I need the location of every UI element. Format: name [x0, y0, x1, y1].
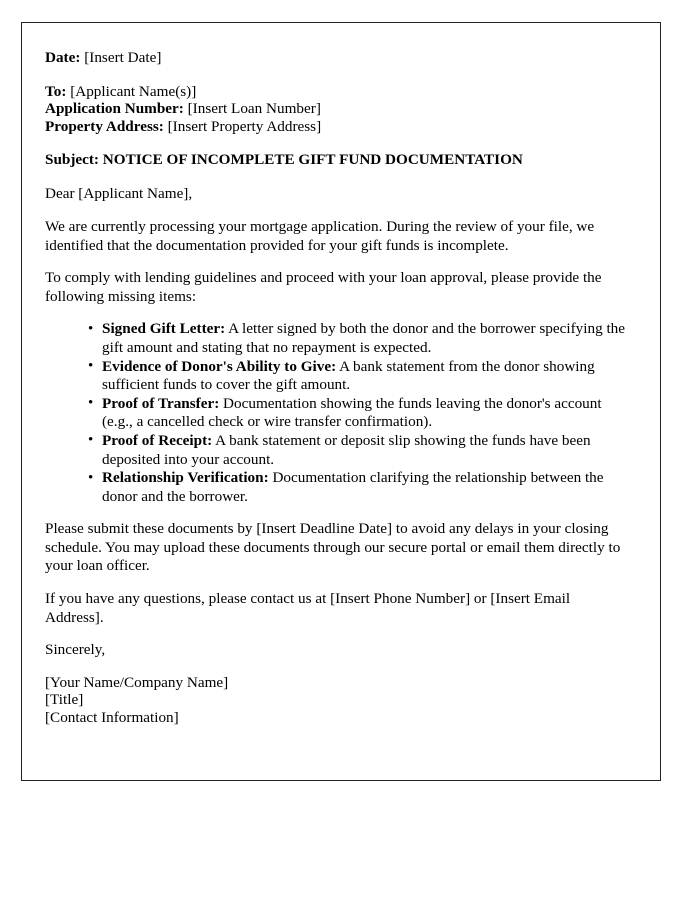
date-line — [45, 49, 628, 67]
signature-name: [Your Name/Company Name] — [45, 673, 229, 691]
spacer — [45, 255, 628, 269]
document-content — [22, 23, 660, 727]
list-item — [88, 320, 628, 357]
body-paragraph-1: We are currently processing your mortgage application. During the review of your file, we identified that the documentation provided for your gift funds is incomplete. — [45, 217, 595, 254]
signature-contact: [Contact Information] — [45, 709, 179, 727]
bullet-icon: • — [88, 432, 94, 449]
bullet-icon: • — [88, 320, 94, 337]
list-item-term: Relationship Verification: — [102, 469, 269, 487]
bullet-icon: • — [88, 358, 94, 375]
property-address-label: Property Address: — [45, 117, 164, 135]
subject-line: Subject: NOTICE OF INCOMPLETE GIFT FUND DOCUMENTATION — [45, 151, 523, 169]
required-items-list — [45, 320, 628, 506]
spacer — [45, 660, 628, 674]
application-number-value: [Insert Loan Number] — [187, 100, 321, 118]
list-item-description: A bank statement from the donor showing sufficient funds to cover the gift amount. — [102, 357, 595, 394]
spacer — [45, 67, 628, 83]
spacer — [45, 506, 628, 520]
spacer — [45, 169, 628, 185]
property-address-line — [45, 118, 628, 136]
list-item-term: Signed Gift Letter: — [102, 320, 226, 338]
spacer — [45, 204, 628, 218]
list-item — [88, 432, 628, 469]
spacer — [45, 135, 628, 151]
body-paragraph-3: Please submit these documents by [Insert Deadline Date] to avoid any delays in your closing schedule. You may upload these documents through our secure portal or email them directly to your loan officer. — [45, 520, 621, 575]
document-page — [21, 22, 661, 781]
list-item — [88, 469, 628, 506]
property-address-value: [Insert Property Address] — [167, 117, 322, 135]
list-item-description: Documentation showing the funds leaving the donor's account (e.g., a cancelled check or wire transfer confirmation). — [102, 394, 602, 431]
list-item — [88, 395, 628, 432]
spacer — [45, 576, 628, 590]
list-item-term: Proof of Receipt: — [102, 431, 213, 449]
closing-salutation: Sincerely, — [45, 641, 106, 659]
list-item-description: A bank statement or deposit slip showing the funds have been deposited into your account. — [102, 431, 591, 468]
application-number-line — [45, 100, 628, 118]
spacer — [45, 306, 628, 320]
application-number-label: Application Number: — [45, 100, 184, 118]
to-label: To: — [45, 82, 67, 100]
list-item-description: Documentation clarifying the relationship between the donor and the borrower. — [102, 469, 604, 505]
list-item-term: Evidence of Donor's Ability to Give: — [102, 357, 337, 375]
date-value: [Insert Date] — [84, 49, 162, 66]
body-paragraph-2: To comply with lending guidelines and proceed with your loan approval, please provide the following missing items: — [45, 269, 602, 305]
bullet-icon: • — [88, 395, 94, 412]
to-value: [Applicant Name(s)] — [70, 82, 197, 100]
list-item — [88, 358, 628, 395]
list-item-description: A letter signed by both the donor and the borrower specifying the gift amount and stating that no repayment is expected. — [102, 320, 626, 356]
spacer — [45, 627, 628, 641]
body-paragraph-4: If you have any questions, please contact us at [Insert Phone Number] or [Insert Email Address]. — [45, 590, 571, 626]
recipient-line — [45, 83, 628, 101]
salutation: Dear [Applicant Name], — [45, 185, 193, 203]
date-label: Date: — [45, 49, 81, 66]
bullet-icon: • — [88, 469, 94, 486]
signature-title: [Title] — [45, 691, 84, 709]
list-item-term: Proof of Transfer: — [102, 394, 220, 412]
